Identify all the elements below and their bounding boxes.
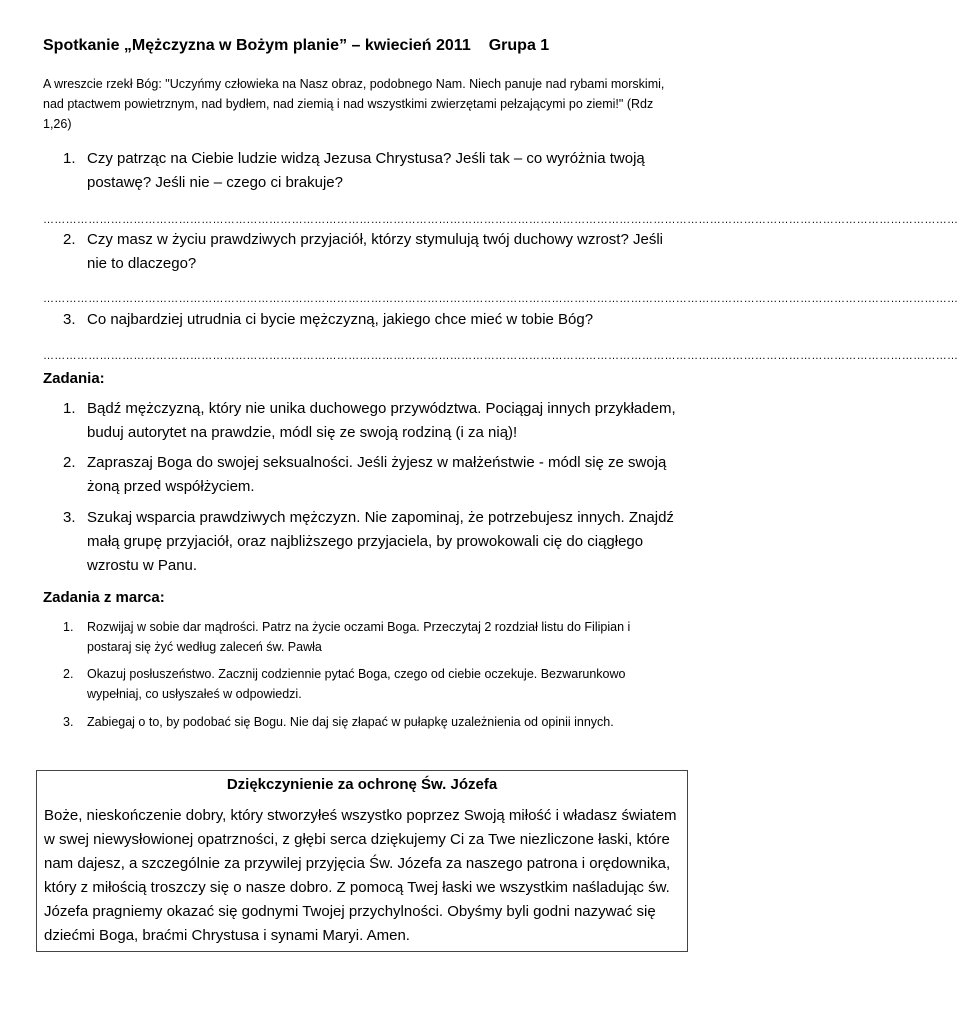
question-item: [63, 147, 683, 195]
task-number: 2.: [63, 454, 76, 471]
task-item: [63, 506, 683, 578]
title-main: Spotkanie „Mężczyzna w Bożym planie” – kwiecień 2011: [43, 37, 471, 54]
march-task-text: Zabiegaj o to, by podobać się Bogu. Nie daj się złapać w pułapkę uzależnienia od opinii innych.: [87, 715, 614, 729]
task-text: Bądź mężczyzną, który nie unika duchowego przywództwa. Pociągaj innych przykładem, buduj autorytet na prawdzie, módl się ze swoją rodziną (i za nią)!: [87, 400, 676, 441]
page-title: [43, 34, 693, 58]
prayer-box: [36, 770, 688, 952]
question-number: 1.: [63, 150, 76, 167]
march-task-item: [63, 617, 673, 657]
march-task-item: [63, 664, 673, 704]
march-task-number: 1.: [63, 620, 74, 634]
answer-line: ………………………………………………………………………………………………………………………………………………………………………………………………………………………: [43, 214, 958, 226]
task-item: [63, 451, 683, 499]
task-item: [63, 397, 683, 445]
question-number: 3.: [63, 311, 76, 328]
prayer-title: Dziękczynienie za ochronę Św. Józefa: [226, 776, 498, 793]
prayer-text: Boże, nieskończenie dobry, który stworzyłeś wszystko poprzez Swoją miłość i władasz światem w swej niewysłowionej opatrzności, z głębi serca dziękujemy Ci za Twe niezliczone łaski, które nam dajesz, a szczególnie za przywilej przyjęcia Św. Józefa za naszego patrona i orędownika, który z miłością troszczy się o nasze dobro. Z pomocą Twej łaski we wszystkim naśladując św. Józefa pragniemy okazać się godnymi Twojej przychylności. Obyśmy byli godni nazywać się dziećmi Boga, braćmi Chrystusa i synami Maryi. Amen.: [44, 807, 677, 944]
answer-line: ………………………………………………………………………………………………………………………………………………………………………………………………………………………: [43, 293, 958, 305]
task-number: 3.: [63, 509, 76, 526]
march-tasks-heading: Zadania z marca:: [43, 589, 165, 606]
title-group: Grupa 1: [488, 37, 550, 54]
march-task-number: 2.: [63, 667, 74, 681]
march-task-item: [63, 712, 673, 732]
question-number: 2.: [63, 231, 76, 248]
question-item: [63, 228, 683, 276]
question-text: Co najbardziej utrudnia ci bycie mężczyzną, jakiego chce mieć w tobie Bóg?: [87, 311, 594, 328]
task-number: 1.: [63, 400, 76, 417]
march-task-number: 3.: [63, 715, 74, 729]
question-item: [63, 308, 683, 332]
tasks-heading: Zadania:: [43, 370, 105, 387]
task-text: Szukaj wsparcia prawdziwych mężczyzn. Nie zapominaj, że potrzebujesz innych. Znajdź małą grupę przyjaciół, oraz najbliższego przyjaciela, by prowokowali cię do ciągłego wzrostu w Panu.: [87, 509, 674, 574]
intro-quote: A wreszcie rzekł Bóg: "Uczyńmy człowieka na Nasz obraz, podobnego Nam. Niech panuje nad rybami morskimi, nad ptactwem powietrznym, nad bydłem, nad ziemią i nad wszystkimi zwierzętami pełzającymi po ziemi!" (Rdz 1,26): [43, 77, 665, 131]
march-task-text: Okazuj posłuszeństwo. Zacznij codziennie pytać Boga, czego od ciebie oczekuje. Bezwarunkowo wypełniaj, co usłyszałeś w odpowiedzi.: [87, 667, 626, 701]
march-task-text: Rozwijaj w sobie dar mądrości. Patrz na życie oczami Boga. Przeczytaj 2 rozdział listu do Filipian i postaraj się żyć według zaleceń św. Pawła: [87, 620, 631, 654]
question-text: Czy patrząc na Ciebie ludzie widzą Jezusa Chrystusa? Jeśli tak – co wyróżnia twoją postawę? Jeśli nie – czego ci brakuje?: [87, 150, 645, 191]
answer-line: ………………………………………………………………………………………………………………………………………………………………………………………………………………………: [43, 350, 958, 362]
question-text: Czy masz w życiu prawdziwych przyjaciół, którzy stymulują twój duchowy wzrost? Jeśli nie to dlaczego?: [87, 231, 663, 272]
task-text: Zapraszaj Boga do swojej seksualności. Jeśli żyjesz w małżeństwie - módl się ze swoją żoną przed współżyciem.: [87, 454, 667, 495]
